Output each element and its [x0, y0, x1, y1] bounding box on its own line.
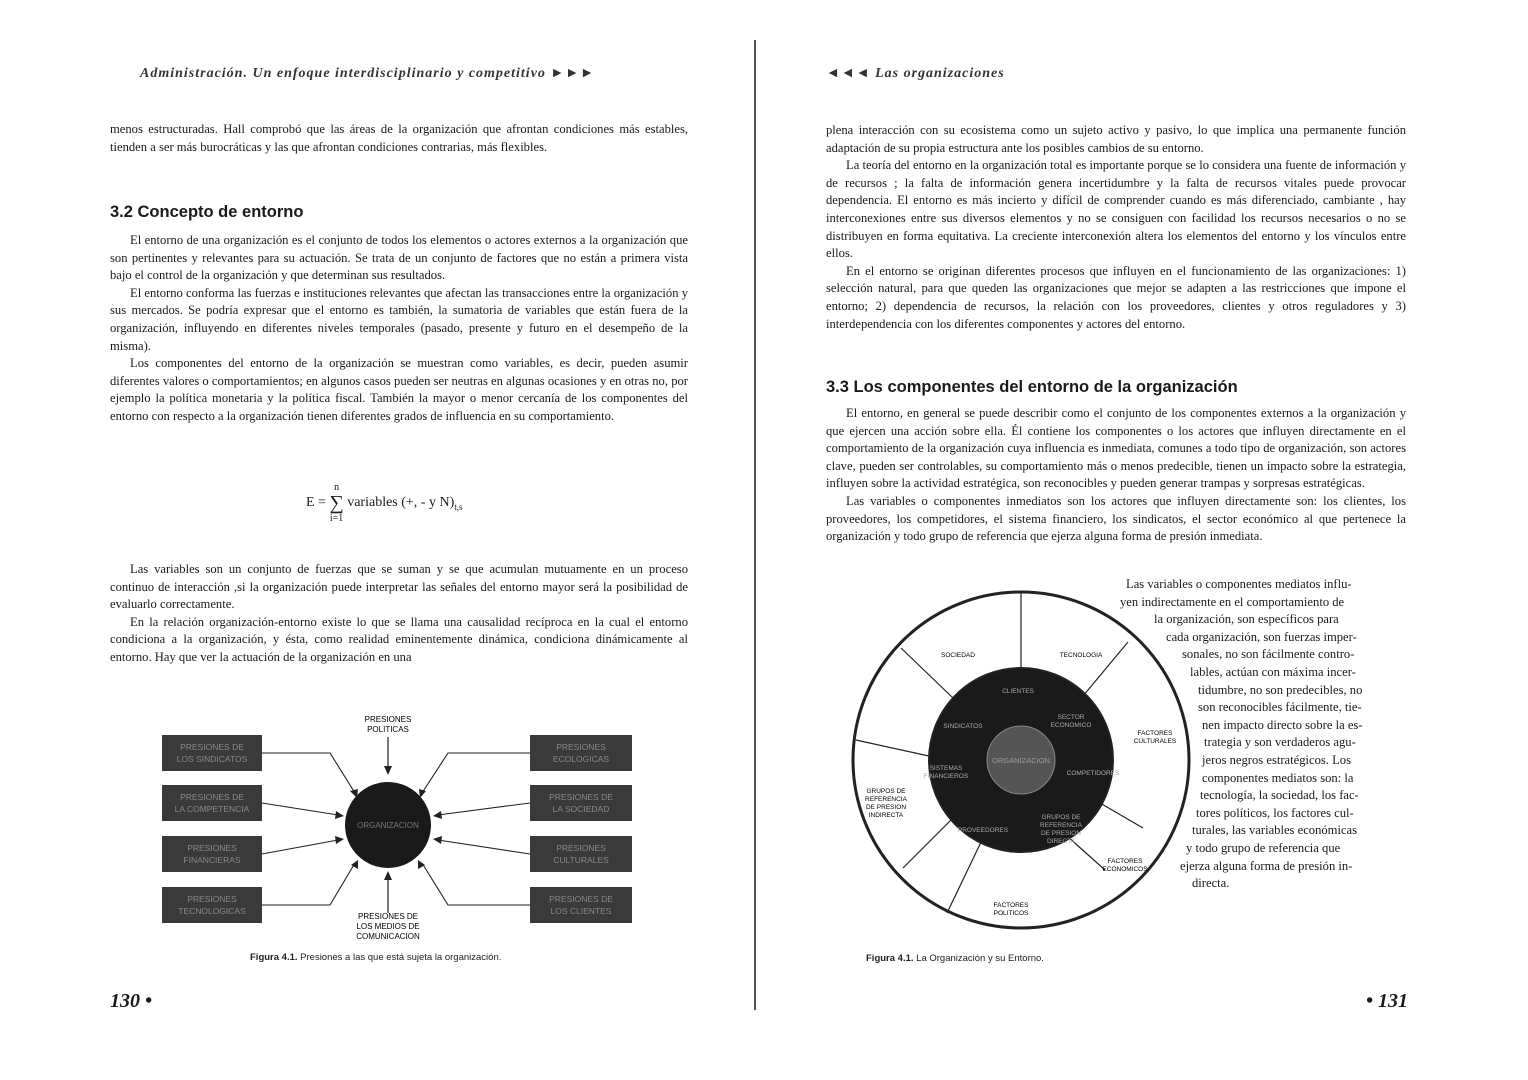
svg-text:PRESIONES: PRESIONES [556, 843, 606, 853]
svg-text:ECOLOGICAS: ECOLOGICAS [552, 754, 610, 764]
svg-text:INDIRECTA: INDIRECTA [868, 812, 904, 819]
figure-bottom-label-2: LOS MEDIOS DE [356, 922, 420, 931]
right-running-header: ◄◄◄ Las organizaciones [826, 66, 1005, 81]
left-pressure-box [162, 836, 262, 872]
outer-label-factores-politicos: FACTORES [993, 902, 1029, 909]
figure-bottom-label-3: COMUNICACION [356, 932, 420, 941]
svg-text:TECNOLOGICAS: TECNOLOGICAS [178, 906, 246, 916]
left-section-body: El entorno de una organización es el conjunto de todos los elementos o actores externos a la organización que son pertinentes y relevantes para su actuación. Se trata de un conjunto de factores que no están a primera vista bajo el control de la organización y que determinan sus resultados. El entorno conforma las fuerzas e instituciones relevantes que afectan las transacciones entre la organización y sus mercados. Se podría expresar que el entorno es también, la sumatoria de variables que están fuera de la organización, influyendo en diferentes niveles temporales (pasado, presente y futuro en el desempeño de la misma). Los componentes del entorno de la organización se muestran como variables, es decir, pueden asumir diferentes valores o comportamientos; en algunos casos pueden ser neutras en algunas ocasiones y en otras no, por ejemplo la política monetaria y la política fiscal. También la mayor o menor cercanía de los componentes del entorno con respecto a la organización tienen diferentes grados de influencia en su comportamiento. [110, 233, 688, 423]
svg-text:REFERENCIA: REFERENCIA [865, 796, 907, 803]
svg-text:ECONOMICO: ECONOMICO [1050, 722, 1092, 729]
figure-center-label: ORGANIZACION [357, 821, 419, 830]
left-pressure-box [162, 887, 262, 923]
left-figure-caption: Figura 4.1. Presiones a las que está sujeta la organización. [250, 952, 502, 963]
inner-label-sindicatos: SINDICATOS [943, 723, 983, 730]
inner-label-proveedores: PROVEEDORES [957, 827, 1009, 834]
left-arrows [262, 753, 355, 905]
left-pressure-box [162, 785, 262, 821]
svg-text:CULTURALES: CULTURALES [1133, 738, 1177, 745]
svg-text:DIRECTA: DIRECTA [1046, 838, 1076, 845]
svg-text:PRESIONES: PRESIONES [556, 742, 606, 752]
book-spine [754, 40, 756, 1010]
right-section-body: El entorno, en general se puede describir como el conjunto de los componentes externos a la organización y que ejercen una acción sobre ella. Él contiene los componentes o los actores que influyen directamente en el comportamiento de la organización cuya influencia es inmediata, comunes a todo tipo de organización, son actores clave, pueden ser controlables, su comportamiento más o menos predecible, tienen un impacto sobre la estrategia, influyen sobre la actividad estratégica, son reconocibles y pueden generar trampas y sorpresas estratégicas. Las variables o componentes inmediatos son los actores que influyen directamente son: los clientes, los proveedores, los competidores, el sistema financiero, los sindicatos, el sector económico al que pertenece la organización y todo grupo de referencia que ejerza alguna forma de presión inmediata. [826, 406, 1406, 544]
right-pressure-box [530, 785, 632, 821]
svg-text:PRESIONES DE: PRESIONES DE [180, 742, 244, 752]
svg-text:LOS SINDICATOS: LOS SINDICATOS [176, 754, 248, 764]
outer-label-grupos-indirecta: GRUPOS DE [866, 788, 906, 795]
right-pressure-box [530, 887, 632, 923]
figure-top-label-2: POLITICAS [367, 725, 409, 734]
inner-label-sector-economico: SECTOR [1057, 714, 1085, 721]
outer-label-factores-culturales: FACTORES [1137, 730, 1173, 737]
right-pressure-box [530, 735, 632, 771]
figure-center-label: ORGANIZACION [992, 756, 1050, 765]
figure-bottom-label-1: PRESIONES DE [357, 912, 419, 921]
svg-text:CULTURALES: CULTURALES [553, 855, 609, 865]
right-top-body: plena interacción con su ecosistema como un sujeto activo y pasivo, lo que implica una permanente función adaptación de su propia estructura ante los posibles cambios de su entorno. La teoría del entorno en la organización total es importante porque se lo considera una fuente de información y de recursos ; la falta de información genera incertidumbre y la falta de recursos vitales puede provocar dependencia. El entorno es más incierto y difícil de comprender cuando es más diferenciado, cambiante , hay interconexiones entre sus diversos elementos y no se consiguen con facilidad los recursos necesarios o no se distribuyen en forma equitativa. La creciente interconexión altera los elementos del entorno y los vínculos entre ellos. En el entorno se originan diferentes procesos que influyen en el funcionamiento de las organizaciones: 1) selección natural, para que queden las organizaciones que mejor se adapten a las restricciones que impone el entorno; 2) dependencia de recursos, la relación con los proveedores, clientes y otros reguladores y 3) interdependencia con los diferentes componentes y actores del entorno. [826, 123, 1406, 331]
svg-text:LA COMPETENCIA: LA COMPETENCIA [174, 804, 250, 814]
svg-text:DE PRESION: DE PRESION [865, 804, 907, 811]
outer-label-sociedad: SOCIEDAD [941, 652, 975, 659]
svg-text:PRESIONES: PRESIONES [187, 894, 237, 904]
svg-text:ECONOMICOS: ECONOMICOS [1102, 866, 1148, 873]
section-heading-3-2: 3.2 Concepto de entorno [110, 203, 304, 221]
right-arrows [422, 753, 530, 905]
svg-text:DE PRESION: DE PRESION [1040, 830, 1082, 837]
svg-text:PRESIONES DE: PRESIONES DE [180, 792, 244, 802]
left-intro-paragraph: menos estructuradas. Hall comprobó que las áreas de la organización que afrontan condiciones más estables, tienden a ser más burocráticas y las que afrontan condiciones contrarias, más flexibles. [110, 122, 688, 154]
left-page-number: 130 • [110, 990, 153, 1012]
wrap-around-paragraph: Las variables o componentes mediatos influ- yen indirectamente en el comportamiento de la organización, son específicos para cada organización, son fuerzas imper- sonales, no son fácilmente contro- lables, actúan con máxima incer- tidumbre, no son predecibles, no son reconocibles fácilmente, tie- nen impacto directo sobre la es- trategia y son verdaderos agu- jeros negros estratégicos. Los componentes mediatos son: la tecnología, la sociedad, los fac- tores políticos, los factores cul- turales, las variables económicas y todo grupo de referencia que ejerza alguna forma de presión in- directa. [1120, 577, 1363, 891]
svg-text:POLITICOS: POLITICOS [993, 910, 1029, 917]
outer-label-factores-economicos: FACTORES [1107, 858, 1143, 865]
svg-text:LA SOCIEDAD: LA SOCIEDAD [552, 804, 610, 814]
svg-text:PRESIONES DE: PRESIONES DE [549, 894, 613, 904]
environment-figure [843, 580, 1198, 935]
outer-label-tecnologia: TECNOLOGIA [1059, 652, 1103, 659]
left-running-header: Administración. Un enfoque interdisciplinario y competitivo ►►► [140, 66, 595, 81]
section-heading-3-3: 3.3 Los componentes del entorno de la organización [826, 378, 1238, 396]
right-pressure-box [530, 836, 632, 872]
right-page-number: • 131 [1366, 990, 1409, 1012]
left-section-body-after: Las variables son un conjunto de fuerzas que se suman y se que acumulan mutuamente en un proceso continuo de interacción ,si la organización puede interpretar las señales del entorno mayor será la posibilidad de evaluarlo correctamente. En la relación organización-entorno existe lo que se llama una causalidad recíproca en la cual el entorno condiciona a la organización, y ésta, como realidad eminentemente dinámica, condiciona dinámicamente al entorno. Hay que ver la actuación de la organización en una [110, 562, 688, 664]
inner-label-competidores: COMPETIDORES [1066, 770, 1120, 777]
svg-text:LOS CLIENTES: LOS CLIENTES [550, 906, 612, 916]
inner-label-grupos-directa: GRUPOS DE [1041, 814, 1081, 821]
svg-text:PRESIONES: PRESIONES [187, 843, 237, 853]
entorno-formula: E = n ∑ i=1 variables (+, - y $N)_{t,s}$ [306, 482, 463, 524]
left-pressure-box [162, 735, 262, 771]
svg-text:PRESIONES DE: PRESIONES DE [549, 792, 613, 802]
svg-text:FINANCIERAS: FINANCIERAS [183, 855, 241, 865]
figure-top-label-1: PRESIONES [364, 715, 412, 724]
right-figure-caption: Figura 4.1. La Organización y su Entorno. [866, 953, 1044, 964]
svg-text:REFERENCIA: REFERENCIA [1040, 822, 1082, 829]
svg-text:FINANCIEROS: FINANCIEROS [923, 773, 969, 780]
inner-label-clientes: CLIENTES [1002, 688, 1034, 695]
inner-label-sistemas-financieros: SISTEMAS [929, 765, 963, 772]
pressures-figure [150, 705, 650, 950]
